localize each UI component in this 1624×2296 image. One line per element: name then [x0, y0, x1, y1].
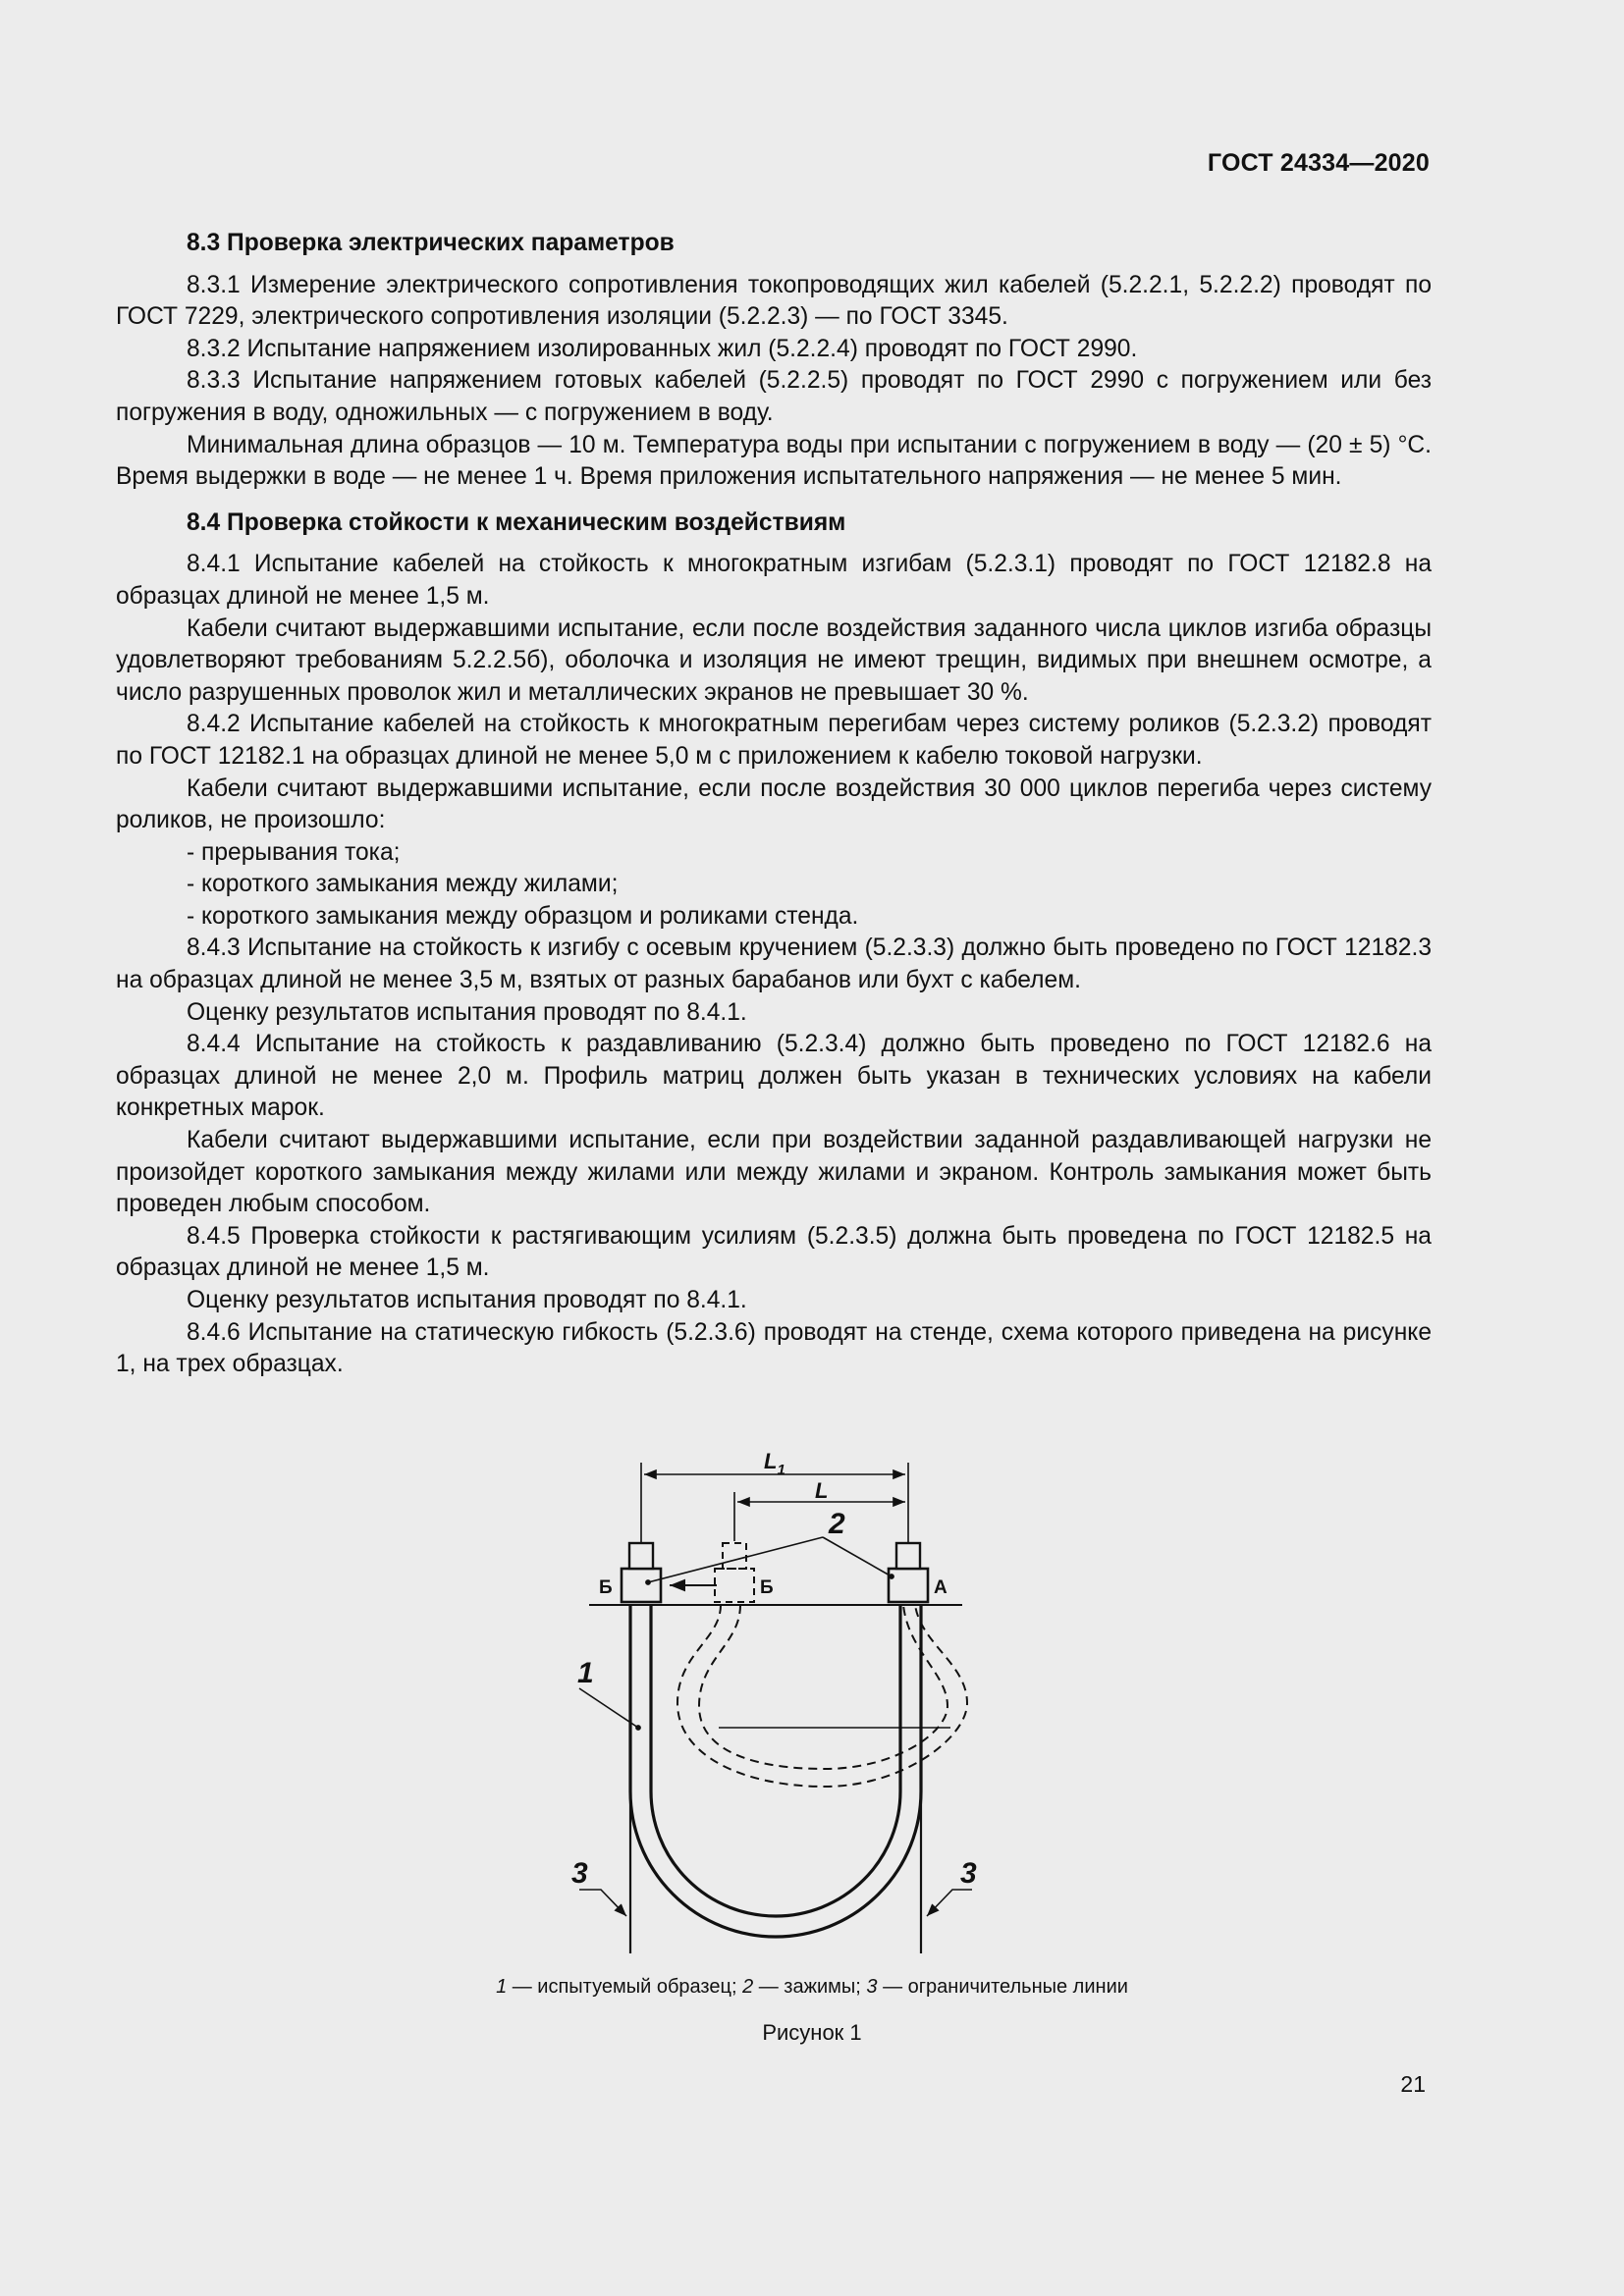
paragraph: 8.3.1 Измерение электрического сопротивления токопроводящих жил кабелей (5.2.2.1, 5.2.2.2) проводят по ГОСТ 7229, электрического сопротивления изоляции (5.2.2.3) — по ГОСТ 3345.: [116, 271, 1432, 331]
section-8-3-title: 8.3 Проверка электрических параметров: [187, 230, 675, 256]
paragraph: 8.3.3 Испытание напряжением готовых кабелей (5.2.2.5) проводят по ГОСТ 2990 с погружением или без погружения в воду, одножильных — с погружением в воду.: [116, 367, 1432, 426]
figure-1-test-bench-diagram: [511, 1433, 1090, 1963]
leader-limit-right: [927, 1890, 972, 1916]
cable-position-inner-dashed: [699, 1605, 947, 1769]
leader-dot: [890, 1575, 894, 1579]
paragraph: Кабели считают выдержавшими испытание, если при воздействии заданной раздавливающей нагрузки не произойдет короткого замыкания между жилами или между жилами и экраном. Контроль замыкания может быть проведен любым способом.: [116, 1127, 1432, 1218]
cable-sample-inner: [651, 1605, 900, 1916]
leader-dot: [646, 1580, 651, 1585]
label-l1: $L_1$: [764, 1449, 785, 1478]
paragraph: 8.4.3 Испытание на стойкость к изгибу с осевым кручением (5.2.3.3) должно быть проведено по ГОСТ 12182.3 на образцах длиной не менее 3,5 м, взятых от разных барабанов или бухт с кабелем.: [116, 934, 1432, 994]
list-item: - прерывания тока;: [187, 838, 401, 866]
paragraph: 8.4.4 Испытание на стойкость к раздавливанию (5.2.3.4) должно быть проведено по ГОСТ 12182.6 на образцах длиной не менее 2,0 м. Профиль матриц должен быть указан в технических условиях на кабели конкретных марок.: [116, 1031, 1432, 1122]
middle-clamp-moved: [715, 1569, 754, 1602]
middle-clamp-top: [723, 1543, 746, 1569]
figure-title: Рисунок 1: [762, 2020, 862, 2045]
caption-number: 1: [496, 1976, 508, 1998]
right-clamp-top: [896, 1543, 920, 1569]
left-clamp-top: [629, 1543, 653, 1569]
caption-text: — испытуемый образец;: [507, 1976, 743, 1998]
label-a-right: А: [934, 1577, 947, 1598]
page-number: 21: [1400, 2071, 1426, 2097]
label-clamps-2: 2: [829, 1508, 845, 1540]
left-clamp: [622, 1569, 661, 1602]
paragraph: 8.4.6 Испытание на статическую гибкость (5.2.3.6) проводят на стенде, схема которого приведена на рисунке 1, на трех образцах.: [116, 1318, 1432, 1378]
leader-dot: [636, 1726, 641, 1731]
label-l: L: [815, 1478, 829, 1503]
caption-number: 2: [742, 1976, 754, 1998]
cable-sample-outer: [630, 1605, 921, 1937]
leader-limit-left: [579, 1890, 626, 1916]
caption-number: 3: [866, 1976, 878, 1998]
caption-text: — ограничительные линии: [877, 1976, 1128, 1998]
section-8-3-body: [116, 270, 1432, 494]
paragraph: Кабели считают выдержавшими испытание, если после воздействия 30 000 циклов перегиба через систему роликов, не произошло:: [116, 774, 1432, 834]
label-sample-1: 1: [577, 1657, 594, 1689]
figure-caption: [0, 1976, 1624, 1999]
paragraph: 8.4.1 Испытание кабелей на стойкость к многократным изгибам (5.2.3.1) проводят по ГОСТ 12182.8 на образцах длиной не менее 1,5 м.: [116, 551, 1432, 610]
cable-position-outer-dashed: [677, 1605, 967, 1787]
document-code: ГОСТ 24334—2020: [1207, 149, 1430, 177]
paragraph: 8.4.5 Проверка стойкости к растягивающим усилиям (5.2.3.5) должна быть проведена по ГОСТ 12182.5 на образцах длиной не менее 1,5 м.: [116, 1222, 1432, 1282]
paragraph: 8.3.2 Испытание напряжением изолированных жил (5.2.2.4) проводят по ГОСТ 2990.: [187, 335, 1138, 362]
paragraph: 8.4.2 Испытание кабелей на стойкость к многократным перегибам через систему роликов (5.2.3.2) проводят по ГОСТ 12182.1 на образцах длиной не менее 5,0 м с приложением к кабелю токовой нагрузки.: [116, 711, 1432, 770]
paragraph: Минимальная длина образцов — 10 м. Температура воды при испытании с погружением в воду — (20 ± 5) °С. Время выдержки в воде — не менее 1 ч. Время приложения испытательного напряжения — не менее 5 мин.: [116, 431, 1432, 491]
list-item: - короткого замыкания между жилами;: [187, 871, 619, 898]
paragraph: Оценку результатов испытания проводят по 8.4.1.: [187, 1287, 747, 1313]
main-content: [116, 228, 1432, 1381]
right-clamp: [889, 1569, 928, 1602]
label-b-middle: Б: [760, 1577, 774, 1598]
section-8-4-body: [116, 549, 1432, 1380]
section-8-4-title: 8.4 Проверка стойкости к механическим воздействиям: [187, 508, 846, 536]
paragraph: Кабели считают выдержавшими испытание, если после воздействия заданного числа циклов изгиба образцы удовлетворяют требованиям 5.2.2.5б), оболочка и изоляция не имеют трещин, видимых при внешнем осмотре, а число разрушенных проволок жил и металлических экранов не превышает 30 %.: [116, 614, 1432, 706]
leader-clamp-right: [823, 1537, 892, 1576]
label-limit-3-left: 3: [571, 1857, 588, 1890]
caption-text: — зажимы;: [753, 1976, 867, 1998]
paragraph: Оценку результатов испытания проводят по 8.4.1.: [187, 998, 747, 1026]
label-limit-3-right: 3: [960, 1857, 977, 1890]
list-item: - короткого замыкания между образцом и роликами стенда.: [187, 902, 859, 930]
label-b-left: Б: [599, 1577, 613, 1598]
bench-schematic: [511, 1433, 1090, 1963]
